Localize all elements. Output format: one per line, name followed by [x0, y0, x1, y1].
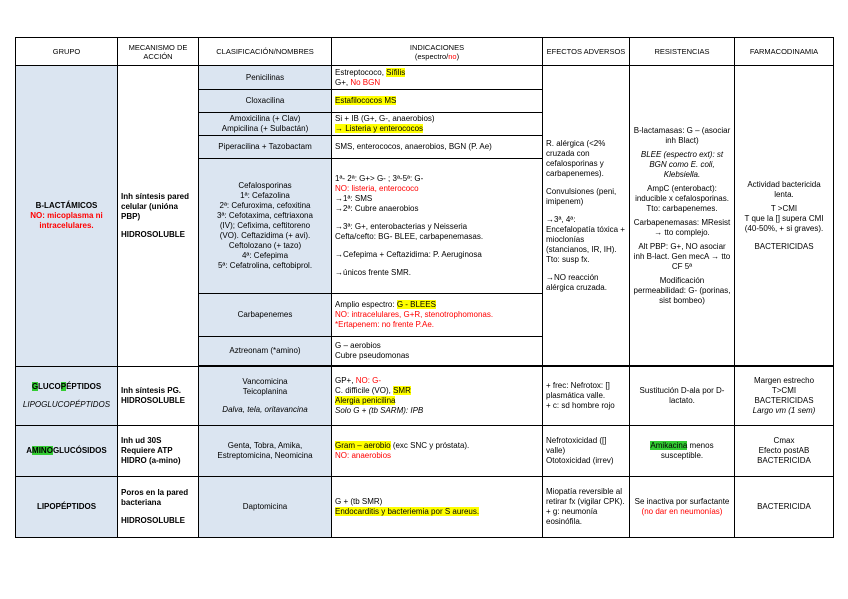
clas-glucopeptidos: [199, 367, 332, 426]
grupo-letter-highlight: MINO: [32, 446, 53, 455]
clas-text: Amoxicilina (+ Clav): [229, 114, 301, 123]
ind-line: Cefta/cefto: BG- BLEE, carbapenemasas.: [335, 232, 484, 241]
mecanismo-text: Requiere ATP: [121, 446, 173, 455]
grupo-letter-highlight: G: [31, 382, 39, 391]
farmaco-text: BACTERICIDA: [757, 456, 811, 465]
ind-carbapenemes: [332, 294, 543, 337]
ind-text: G+,: [335, 77, 351, 87]
clas-line: 2ª: Cefuroxima, cefoxitina: [219, 201, 311, 210]
clas-carbapenemes: Carbapenemes: [199, 294, 332, 337]
ind-negative: *Ertapenem: no frente P.Ae.: [335, 320, 435, 329]
farmaco-text: Actividad bactericida lenta.: [747, 179, 821, 199]
clas-cloxacilina: Cloxacilina: [199, 90, 332, 113]
clas-text: Dalva, tela, oritavancina: [222, 405, 308, 414]
farmaco-text: Largo vm (1 sem): [752, 406, 816, 415]
farmaco-text: T>CMI: [771, 386, 797, 395]
res-negative: (no dar en neumonías): [641, 507, 723, 516]
grupo-lipopeptidos: LIPOPÉPTIDOS: [16, 477, 118, 538]
clas-amoxicilina: [199, 113, 332, 136]
clas-aminoglucosidos: [199, 426, 332, 477]
mecanismo-aminoglucosidos: [118, 426, 199, 477]
ind-text: GP+,: [335, 376, 356, 385]
clas-line: 3ª: Cefotaxima, ceftriaxona: [217, 211, 313, 220]
mecanismo-text: Inh ud 30S: [121, 436, 162, 445]
header-resistencias: RESISTENCIAS: [630, 38, 735, 66]
ind-text: Cubre pseudomonas: [335, 351, 410, 360]
res-highlight: Amikacina: [650, 441, 688, 450]
clas-aztreonam: Aztreonam (*amino): [199, 337, 332, 366]
ind-line: →únicos frente SMR.: [335, 268, 412, 277]
ind-line: →Cefepima + Ceftazidima: P. Aeruginosa: [335, 250, 482, 259]
header-indicaciones: [332, 38, 543, 66]
res-text: Se inactiva por surfactante: [634, 497, 730, 506]
ind-text: G – aerobios: [335, 341, 381, 350]
ind-aminoglucosidos: [332, 426, 543, 477]
mecanismo-text: Inh síntesis pared celular (unióna PBP): [121, 192, 190, 221]
ind-text: C. difficile (VO),: [335, 386, 394, 395]
ind-highlight: → Listeria y enterococos: [335, 124, 424, 133]
efectos-glucopeptidos: [543, 367, 630, 426]
header-farmaco: FARMACODINAMIA: [735, 38, 834, 66]
header-mecanismo: MECANISMO DE ACCIÓN: [118, 38, 199, 66]
ind-highlight: Sífilis: [386, 67, 406, 77]
clas-piperacilina: Piperacilina + Tazobactam: [199, 136, 332, 159]
grupo-text: GLUCÓSIDOS: [52, 446, 107, 455]
farmaco-betalactamicos: [735, 66, 834, 366]
clas-line: (IV); Cefixima, ceftitoreno: [219, 221, 311, 230]
clas-line: Cefalosporinas: [238, 181, 292, 190]
ind-cloxacilina: [332, 90, 543, 113]
farmaco-text: BACTERICIDAS: [754, 396, 814, 405]
efectos-text: + c: sd hombre rojo: [546, 401, 615, 410]
ind-highlight: Endocarditis y bacteriemia por S aureus.: [335, 507, 480, 516]
farmaco-text: Margen estrecho: [753, 376, 815, 385]
clas-text: Genta, Tobra, Amika,: [227, 441, 303, 450]
table-row: [16, 477, 834, 538]
ind-highlight: Alergia penicilina: [335, 396, 396, 405]
ind-lipopeptidos: [332, 477, 543, 538]
farmaco-text: Cmax: [773, 436, 795, 445]
header-clasificacion: CLASIFICACIÓN/NOMBRES: [199, 38, 332, 66]
ind-negative: NO: intracelulares, G+R, stenotrophomonas.: [335, 310, 494, 319]
farmaco-glucopeptidos: [735, 367, 834, 426]
ind-negative: No BGN: [350, 77, 381, 87]
res-text: menos susceptible.: [660, 441, 714, 460]
grupo-betalactamicos: [16, 66, 118, 367]
table-row: [16, 367, 834, 426]
res-text: B-lactamasas: G – (asociar inh Blact): [633, 125, 731, 145]
ind-line: →3ª: G+, enterobacterias y Neisseria: [335, 222, 468, 231]
ind-text: Estreptococo,: [335, 67, 387, 77]
clas-line: (VO). Ceftazidima (+ avi).: [219, 231, 311, 240]
clas-cefalosporinas: [199, 159, 332, 294]
res-text: BLEE (espectro ext): st BGN como E. coli, Klebsiella.: [640, 149, 724, 179]
res-text: AmpC (enterobact): inducible x cefalosporinas. Tto: carbapenemes.: [635, 183, 729, 213]
ind-piperacilina: SMS, enterococos, anaerobios, BGN (P. Ae): [332, 136, 543, 159]
mecanismo-text: Poros en la pared bacteriana: [121, 488, 189, 507]
ind-aztreonam: [332, 337, 543, 366]
clas-line: Ceftolozano (+ tazo): [228, 241, 302, 250]
grupo-aminoglucosidos: [16, 426, 118, 477]
ind-highlight: SMR: [393, 386, 411, 395]
header-indicaciones-sub-a: (espectro/: [414, 51, 449, 61]
clas-line: 4ª: Cefepima: [241, 251, 289, 260]
res-glucopeptidos: Sustitución D-ala por D-lactato.: [630, 367, 735, 426]
efectos-aminoglucosidos: [543, 426, 630, 477]
grupo-betalactamicos-name: B-LACTÁMICOS: [35, 201, 98, 210]
ind-highlight: Gram – aerobio: [335, 441, 391, 450]
farmaco-text: Efecto postAB: [758, 446, 810, 455]
grupo-text: ÉPTIDOS: [66, 382, 102, 391]
grupo-letter-highlight: P: [60, 382, 67, 391]
farmaco-lipopeptidos: BACTERICIDA: [735, 477, 834, 538]
ind-text: (exc SNC y próstata).: [390, 441, 470, 450]
efectos-lipopeptidos: [543, 477, 630, 538]
clas-line: 5ª: Cefatrolina, ceftobiprol.: [217, 261, 313, 270]
mecanismo-solubility: HIDROSOLUBLE: [121, 396, 185, 405]
mecanismo-solubility: HIDRO (a-mino): [121, 456, 181, 465]
header-row: [16, 38, 834, 66]
mecanismo-betalactamicos: [118, 66, 199, 367]
clas-text: Ampicilina (+ Sulbactán): [221, 124, 309, 133]
farmaco-text: T que la [] supera CMI (40-50%, + si graves).: [744, 213, 824, 233]
ind-amoxicilina: [332, 113, 543, 136]
ind-text: G + (tb SMR): [335, 497, 383, 506]
header-indicaciones-title: INDICACIONES: [409, 42, 465, 52]
ind-text: Solo G + (tb SARM): IPB: [335, 406, 424, 415]
clas-penicilinas: Penicilinas: [199, 66, 332, 90]
efectos-text: Miopatía reversible al retirar fx (vigilar CPK).: [546, 487, 625, 506]
header-grupo: GRUPO: [16, 38, 118, 66]
mecanismo-text: Inh síntesis PG.: [121, 386, 182, 395]
res-betalactamicos: [630, 66, 735, 366]
efectos-text: + frec: Nefrotox: [] plasmática valle.: [546, 381, 610, 400]
clas-text: Vancomicina: [242, 377, 288, 386]
clas-text: Teicoplanina: [242, 387, 288, 396]
res-text: Carbapenemasas: MResist → tto complejo.: [633, 217, 731, 237]
farmaco-text: BACTERICIDAS: [754, 241, 814, 251]
ind-text: Si + IB (G+, G-, anaerobios): [335, 114, 435, 123]
grupo-text: A: [26, 446, 33, 455]
ind-cefalosporinas: [332, 159, 543, 294]
ind-negative: NO: G-: [355, 376, 382, 385]
ind-glucopeptidos: [332, 367, 543, 426]
header-indicaciones-sub-no: no: [448, 51, 457, 61]
antibiotics-table: [15, 37, 834, 538]
grupo-sub: LIPOGLUCOPÉPTIDOS: [22, 400, 111, 409]
header-efectos: EFECTOS ADVERSOS: [543, 38, 630, 66]
ind-line: 1ª- 2ª: G+> G- ; 3ª-5ª: G-: [335, 174, 424, 183]
efectos-text: Nefrotoxicidad ([] valle): [546, 436, 607, 455]
ind-text: Amplio espectro:: [335, 300, 397, 309]
efectos-text: Convulsiones (peni, imipenem): [546, 186, 617, 206]
mecanismo-glucopeptidos: [118, 367, 199, 426]
clas-text: Estreptomicina, Neomicina: [217, 451, 313, 460]
clas-lipopeptidos: Daptomicina: [199, 477, 332, 538]
ind-negative: NO: listeria, enterococo: [335, 184, 419, 193]
table-row: [16, 66, 834, 90]
farmaco-aminoglucosidos: [735, 426, 834, 477]
table-row: [16, 426, 834, 477]
grupo-text: LUCO: [38, 382, 61, 391]
mecanismo-solubility: HIDROSOLUBLE: [121, 230, 185, 239]
efectos-text: →NO reacción alérgica cruzada.: [546, 272, 607, 292]
res-lipopeptidos: [630, 477, 735, 538]
res-text: Alt PBP: G+, NO asociar inh B-lact. Gen mecA → tto CF 5ª: [633, 241, 731, 271]
efectos-text: + g: neumonía eosinófila.: [546, 507, 598, 526]
farmaco-text: T >CMI: [770, 203, 798, 213]
ind-highlight: Estafilococos MS: [335, 96, 397, 105]
mecanismo-lipopeptidos: [118, 477, 199, 538]
grupo-glucopeptidos: [16, 367, 118, 426]
mecanismo-solubility: HIDROSOLUBLE: [121, 516, 185, 525]
grupo-betalactamicos-note: NO: micoplasma ni intracelulares.: [30, 211, 103, 230]
efectos-betalactamicos: [543, 66, 630, 366]
ind-line: →1ª: SMS: [335, 194, 373, 203]
ind-negative: NO: anaerobios: [335, 451, 392, 460]
ind-line: →2ª: Cubre anaerobios: [335, 204, 419, 213]
header-indicaciones-sub-b: ): [456, 51, 460, 61]
efectos-text: R. alérgica (<2% cruzada con cefalosporinas y carbapenemes).: [546, 138, 606, 178]
ind-highlight: G - BLEES: [396, 300, 436, 309]
efectos-text: →3ª, 4ª: Encefalopatía tóxica + mioclonías (stancianos, IR, IH). Tto: susp fx.: [546, 214, 625, 264]
res-aminoglucosidos: [630, 426, 735, 477]
clas-line: 1ª: Cefazolina: [240, 191, 290, 200]
ind-penicilinas: [332, 66, 543, 90]
res-text: Modificación permeabilidad: G- (porinas, sist bombeo): [633, 275, 731, 305]
efectos-text: Ototoxicidad (irrev): [546, 456, 614, 465]
